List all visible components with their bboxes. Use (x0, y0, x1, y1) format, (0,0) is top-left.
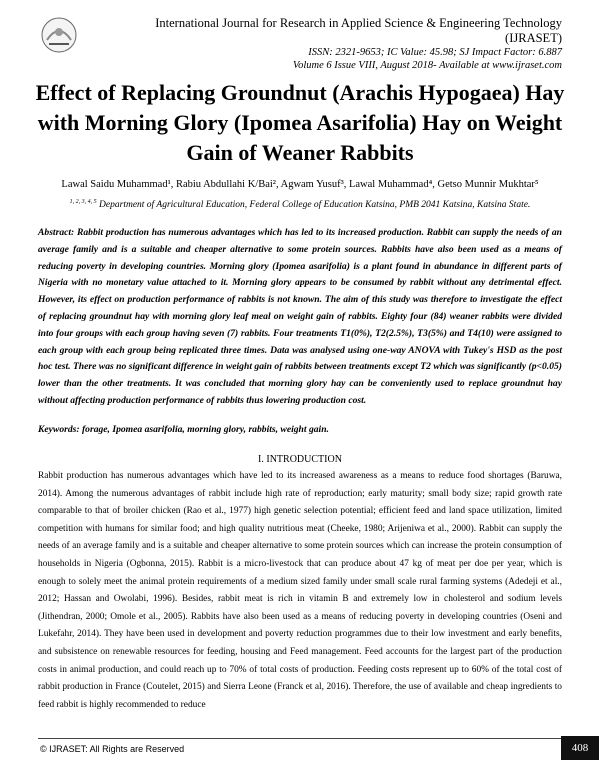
affiliation-marks: 1, 2, 3, 4, 5 (69, 199, 97, 205)
keywords: Keywords: forage, Ipomea asarifolia, morning glory, rabbits, weight gain. (38, 424, 329, 435)
abstract: Abstract: Rabbit production has numerous advantages which has led to its increased production. Rabbit can supply the needs of an average family and is a suitable and cheaper alternative to some protein sources. Rabbits have also been used as a means of reducing poverty in developing countries. Morning glory (Ipomea asarifolia) is a plant found in abundance in different parts of Nigeria with no monetary value attached to it. Morning glory appears to be consumed by rabbit without any detrimental effect. However, its effect on production performance of rabbits is not known. The aim of this study was therefore to investigate the effect of replacing groundnut hay with morning glory leaf meal on weight gain of rabbits. Eighty four (84) weaner rabbits were divided into four groups with each group having seven (7) rabbits. Four treatments T1(0%), T2(2.5%), T3(5%) and T4(10) were assigned to each group with each group being replicated three times. Data was analysed using one-way ANOVA with Tukey's HSD as the post hoc test. There was no significant difference in weight gain of rabbits between treatments except T2 which was significantly (p<0.05) lower than the other treatments. It was concluded that morning glory hay can be conveniently used to replace groundnut hay without affecting production performance of rabbits thus lowering production cost. (38, 227, 562, 406)
paper-title: Effect of Replacing Groundnut (Arachis Hypogaea) Hay with Morning Glory (Ipomea Asarifolia) Hay on Weight Gain of Weaner Rabbits (35, 80, 565, 165)
journal-header (100, 16, 562, 72)
author-list: Lawal Saidu Muhammad¹, Rabiu Abdullahi K/Bai², Agwam Yusuf³, Lawal Muhammad⁴, Getso Munnir Mukhtar⁵ (61, 179, 539, 190)
copyright-notice: © IJRASET: All Rights are Reserved (40, 744, 185, 754)
journal-logo-icon (40, 16, 78, 54)
affiliation (30, 196, 570, 212)
intro-paragraph: Rabbit production has numerous advantages which have led to its increased awareness as a means to reduce food shortages (Baruwa, 2014). Among the numerous advantages of rabbit include high rate of reproduction; early maturity; small body size; rapid growth rate comparable to that of broiler chicken (Rao et al., 1977) high genetic selection potential; efficient feed and land space utilization, limited competition with humans for similar food; and high quality nutritious meat (Cheeke, 1980; Arijeniwa et al., 2000). Rabbit can supply the needs of an average family and is a suitable and cheaper alternative to some protein sources which can increase the protein consumption of households in Nigeria (Ogbonna, 2015). Rabbit is a micro-livestock that can produce about 47 kg of meat per doe per year, which is enough to solely meet the animal protein requirements of a medium sized family under small scale rural farming systems (Adedeji et al., 2012; Hassan and Owolabi, 1996). Besides, rabbit meat is rich in vitamin B and extremely low in cholesterol and sodium levels (Jithendran, 2000; Omole et al., 2005). Rabbits have also been used as a means of reducing poverty in developing countries (Oseni and Lukefahr, 2014). They have been used in development and poverty reduction programmes due to their low investment and early benefits, and subsistence on renewable resources for feeding, housing and Feed management. Feed accounts for the largest part of the production costs in animal production, and could reach up to 70% of total costs of production. Feeding costs represent up to 60% of the total cost of rabbit production in France (Coutelet, 2015) and Sierra Leone (Franck et al, 2016). Therefore, the use of available and cheap ingredients to feed rabbit is highly recommended to reduce (38, 471, 562, 710)
journal-name: International Journal for Research in Applied Science & Engineering Technology (IJRASET) (155, 16, 562, 45)
introduction-body (38, 468, 562, 714)
footer-divider (38, 738, 562, 739)
section-heading: I. INTRODUCTION (258, 454, 342, 465)
issn-line: ISSN: 2321-9653; IC Value: 45.98; SJ Impact Factor: 6.887 (308, 47, 562, 58)
page-number: 408 (561, 736, 599, 760)
affiliation-text: Department of Agricultural Education, Federal College of Education Katsina, PMB 2041 Katsina, Katsina State. (99, 200, 531, 211)
volume-line: Volume 6 Issue VIII, August 2018- Available at www.ijraset.com (292, 60, 562, 71)
